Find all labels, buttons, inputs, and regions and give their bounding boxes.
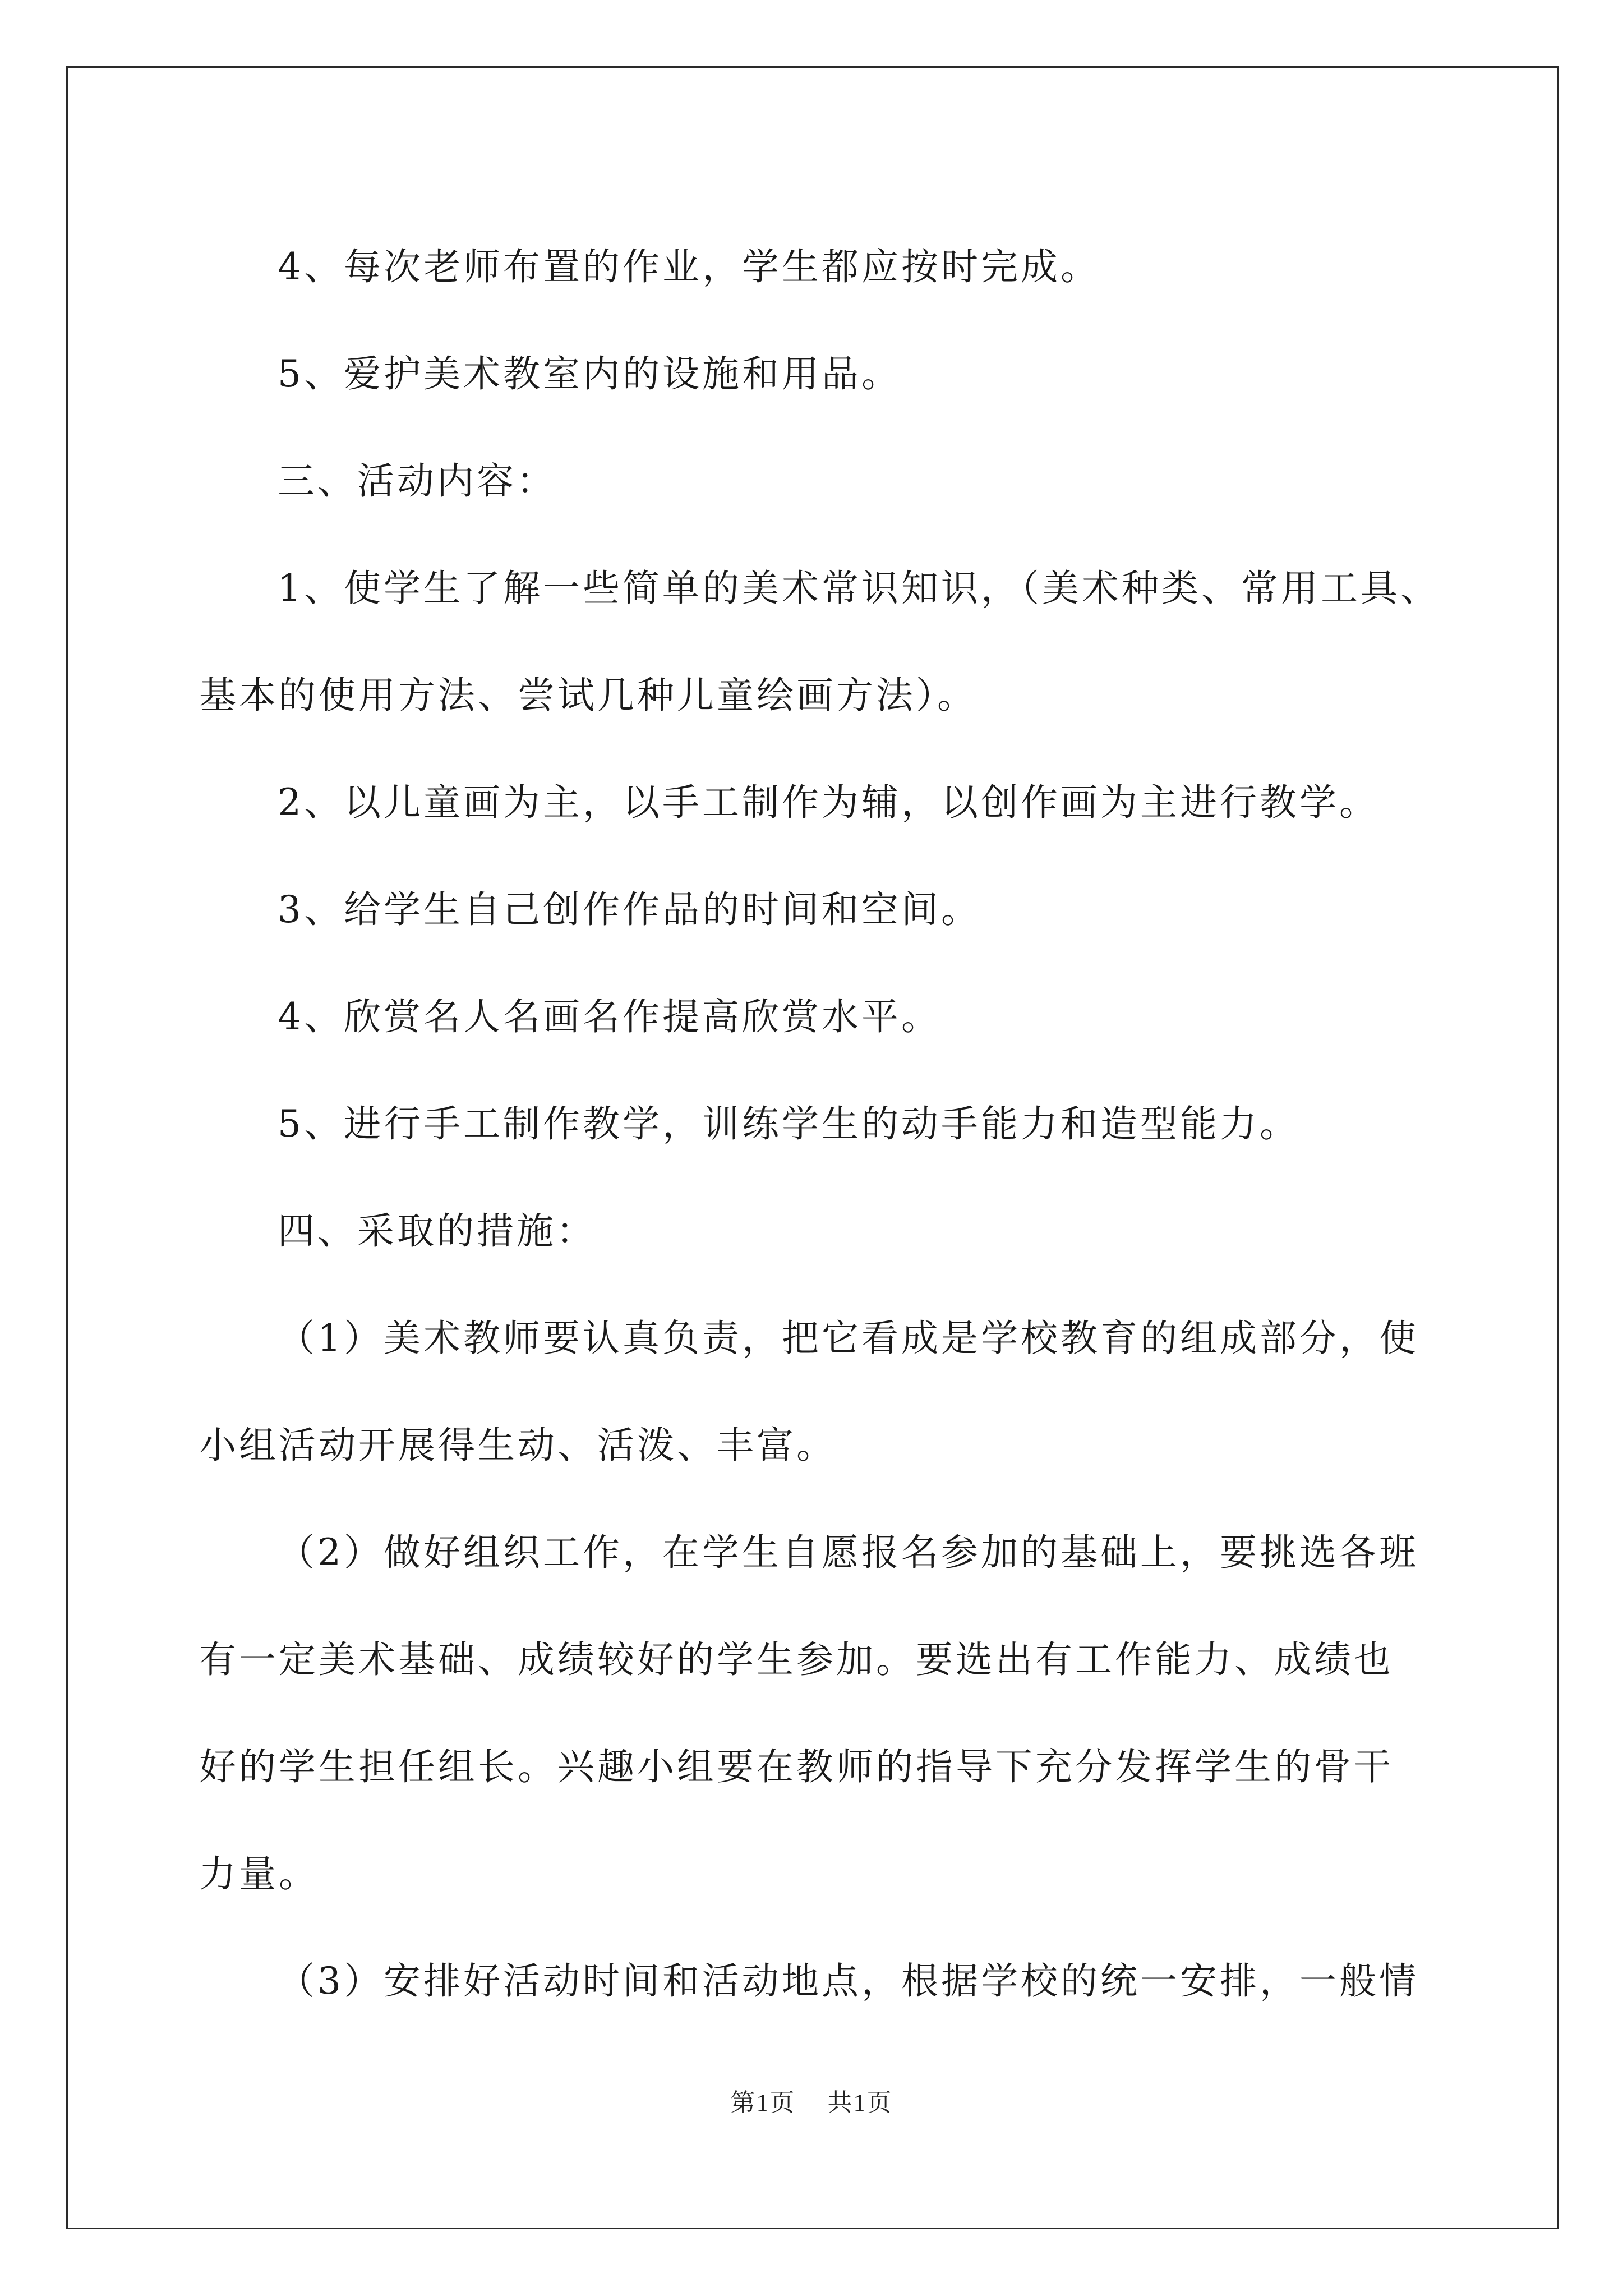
paragraph: 3、给学生自己创作作品的时间和空间。: [278, 888, 981, 931]
paragraph: （1）美术教师要认真负责，把它看成是学校教育的组成部分，使: [278, 1317, 1419, 1360]
paragraph: 4、每次老师布置的作业，学生都应按时完成。: [278, 245, 1100, 288]
section-heading: 三、活动内容：: [278, 459, 556, 503]
paragraph: 5、进行手工制作教学，训练学生的动手能力和造型能力。: [278, 1102, 1299, 1145]
paragraph: （2）做好组织工作，在学生自愿报名参加的基础上，要挑选各班: [278, 1531, 1419, 1574]
page-number: 第1页: [730, 2089, 796, 2116]
page-total: 共1页: [827, 2089, 893, 2116]
paragraph: （3）安排好活动时间和活动地点，根据学校的统一安排，一般情: [278, 1959, 1419, 2003]
paragraph-continuation: 小组活动开展得生动、活泼、丰富。: [199, 1424, 836, 1467]
paragraph: 5、爱护美术教室内的设施和用品。: [278, 352, 901, 395]
paragraph: 2、以儿童画为主，以手工制作为辅，以创作画为主进行教学。: [278, 781, 1379, 824]
page-footer: [0, 2082, 1623, 2118]
paragraph: 1、使学生了解一些简单的美术常识知识，（美术种类、常用工具、: [278, 567, 1440, 610]
document-body: [199, 213, 1455, 2035]
paragraph: 4、欣赏名人名画名作提高欣赏水平。: [278, 995, 941, 1038]
paragraph-continuation: 基本的使用方法、尝试几种儿童绘画方法）。: [199, 674, 977, 717]
paragraph-continuation: 有一定美术基础、成绩较好的学生参加。要选出有工作能力、成绩也: [199, 1638, 1394, 1681]
paragraph-continuation: 好的学生担任组长。兴趣小组要在教师的指导下充分发挥学生的骨干: [199, 1745, 1394, 1788]
paragraph-continuation: 力量。: [199, 1852, 319, 1895]
section-heading: 四、采取的措施：: [278, 1209, 596, 1253]
